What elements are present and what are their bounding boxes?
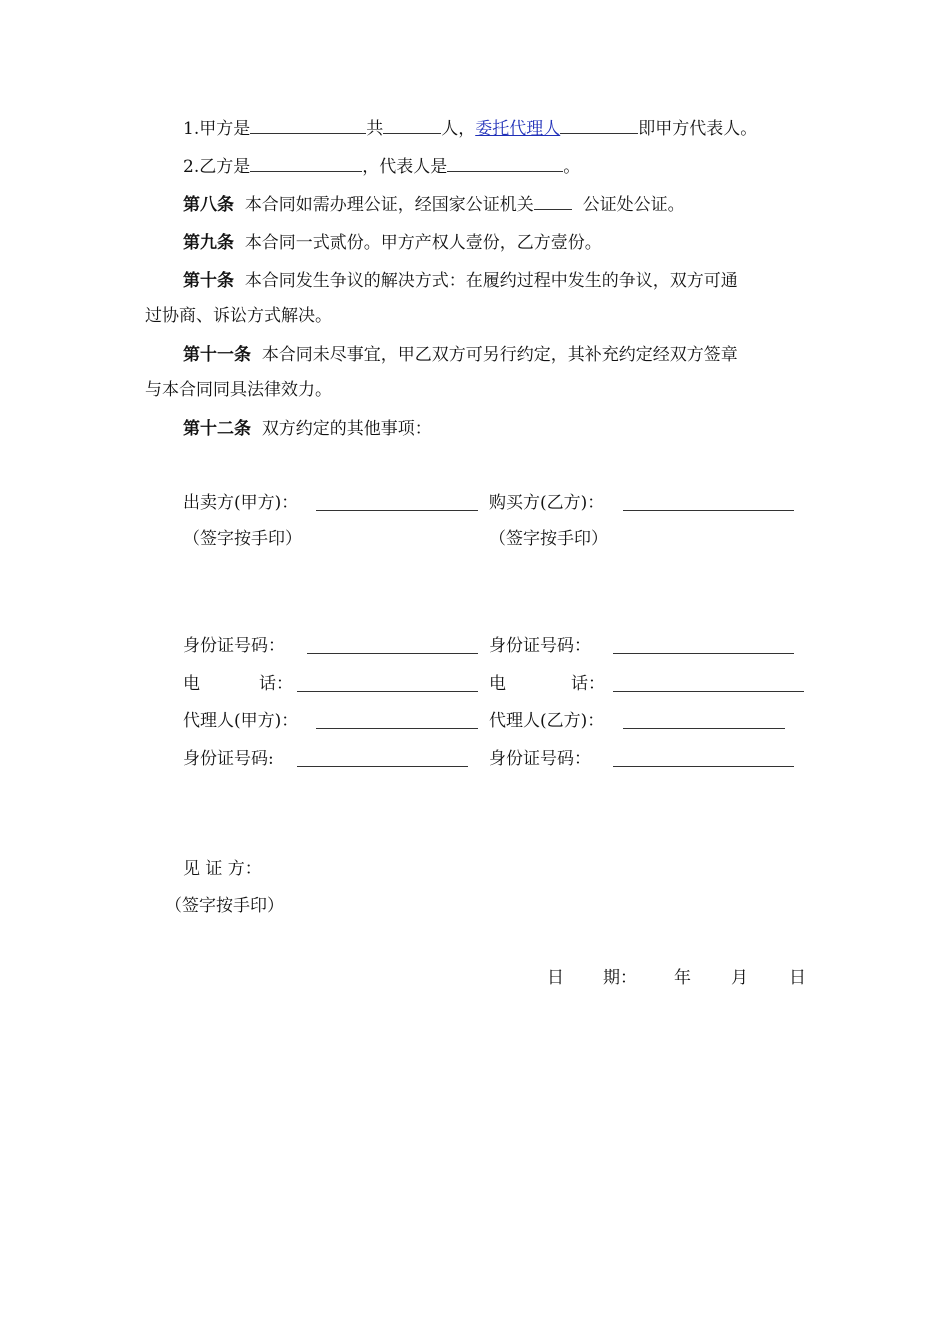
agent-a-id-line[interactable] xyxy=(297,766,468,767)
article-text: 双方约定的其他事项： xyxy=(261,419,432,439)
article-title: 第九条 xyxy=(183,233,234,253)
article-text: 公证处公证。 xyxy=(582,195,685,215)
notary-blank[interactable] xyxy=(534,193,572,210)
agent-a-id-label: 身份证号码: xyxy=(183,749,274,769)
count-blank[interactable] xyxy=(383,117,441,134)
article-title: 第八条 xyxy=(183,195,234,215)
witness-label: 见 证 方： xyxy=(183,859,262,879)
article-10 xyxy=(183,269,738,293)
article-11-cont xyxy=(145,378,332,402)
seller-id-line[interactable] xyxy=(307,653,478,654)
phone-char: 电 xyxy=(183,674,200,694)
buyer-id-line[interactable] xyxy=(613,653,794,654)
article-8 xyxy=(183,193,685,217)
buyer-sign-line[interactable] xyxy=(623,510,794,511)
date-label-1: 日 xyxy=(547,968,564,988)
party-b-label: 乙方是 xyxy=(199,157,251,177)
buyer-phone-label xyxy=(489,672,605,696)
clause-num: 1. xyxy=(183,119,200,139)
article-text: 与本合同同具法律效力。 xyxy=(145,380,332,400)
agent-b-id-line[interactable] xyxy=(613,766,794,767)
date-month: 月 xyxy=(731,968,748,988)
agent-b-label: 代理人(乙方)： xyxy=(489,711,605,731)
article-text: 本合同一式贰份。甲方产权人壹份，乙方壹份。 xyxy=(244,233,602,253)
agent-link[interactable]: 委托代理人 xyxy=(475,119,561,139)
witness-sign-note: （签字按手印） xyxy=(165,896,284,916)
article-12 xyxy=(183,417,432,441)
phone-char: 话： xyxy=(259,674,293,694)
agent-a-line[interactable] xyxy=(316,728,478,729)
seller-phone-label xyxy=(183,672,293,696)
seller-sign-note: （签字按手印） xyxy=(183,529,302,549)
total-label: 共 xyxy=(366,119,384,139)
phone-char: 话： xyxy=(571,674,605,694)
party-a-blank[interactable] xyxy=(250,117,366,134)
article-text: 本合同发生争议的解决方式：在履约过程中发生的争议，双方可通 xyxy=(244,271,738,291)
article-text: 本合同如需办理公证，经国家公证机关 xyxy=(244,195,534,215)
clause-line-2 xyxy=(183,155,580,179)
article-title: 第十一条 xyxy=(183,345,251,365)
buyer-sign-note: （签字按手印） xyxy=(489,529,608,549)
buyer-phone-line[interactable] xyxy=(613,691,804,692)
party-b-blank[interactable] xyxy=(250,155,362,172)
persons-label: 人， xyxy=(441,119,476,139)
seller-id-label: 身份证号码： xyxy=(183,636,285,656)
line-end: 。 xyxy=(563,157,581,177)
agent-b-id-label: 身份证号码： xyxy=(489,749,591,769)
article-11 xyxy=(183,343,738,367)
article-10-cont xyxy=(145,304,332,328)
agent-blank[interactable] xyxy=(560,117,638,134)
article-title: 第十条 xyxy=(183,271,234,291)
article-text: 过协商、诉讼方式解决。 xyxy=(145,306,332,326)
seller-sign-line[interactable] xyxy=(316,510,478,511)
date-label-2: 期： xyxy=(603,968,637,988)
seller-label: 出卖方(甲方)： xyxy=(183,493,299,513)
rep-label: 即甲方代表人。 xyxy=(638,119,758,139)
agent-a-label: 代理人(甲方)： xyxy=(183,711,299,731)
date-year: 年 xyxy=(674,968,691,988)
article-9 xyxy=(183,231,602,255)
clause-num: 2. xyxy=(183,157,200,177)
article-text: 本合同未尽事宜，甲乙双方可另行约定，其补充约定经双方签章 xyxy=(261,345,738,365)
phone-char: 电 xyxy=(489,674,506,694)
clause-line-1 xyxy=(183,117,757,141)
agent-b-line[interactable] xyxy=(623,728,785,729)
buyer-id-label: 身份证号码： xyxy=(489,636,591,656)
buyer-label: 购买方(乙方)： xyxy=(489,493,605,513)
party-a-label: 甲方是 xyxy=(199,119,251,139)
date-day: 日 xyxy=(789,968,806,988)
seller-phone-line[interactable] xyxy=(297,691,478,692)
rep-blank[interactable] xyxy=(447,155,563,172)
rep-label: ，代表人是 xyxy=(362,157,448,177)
article-title: 第十二条 xyxy=(183,419,251,439)
